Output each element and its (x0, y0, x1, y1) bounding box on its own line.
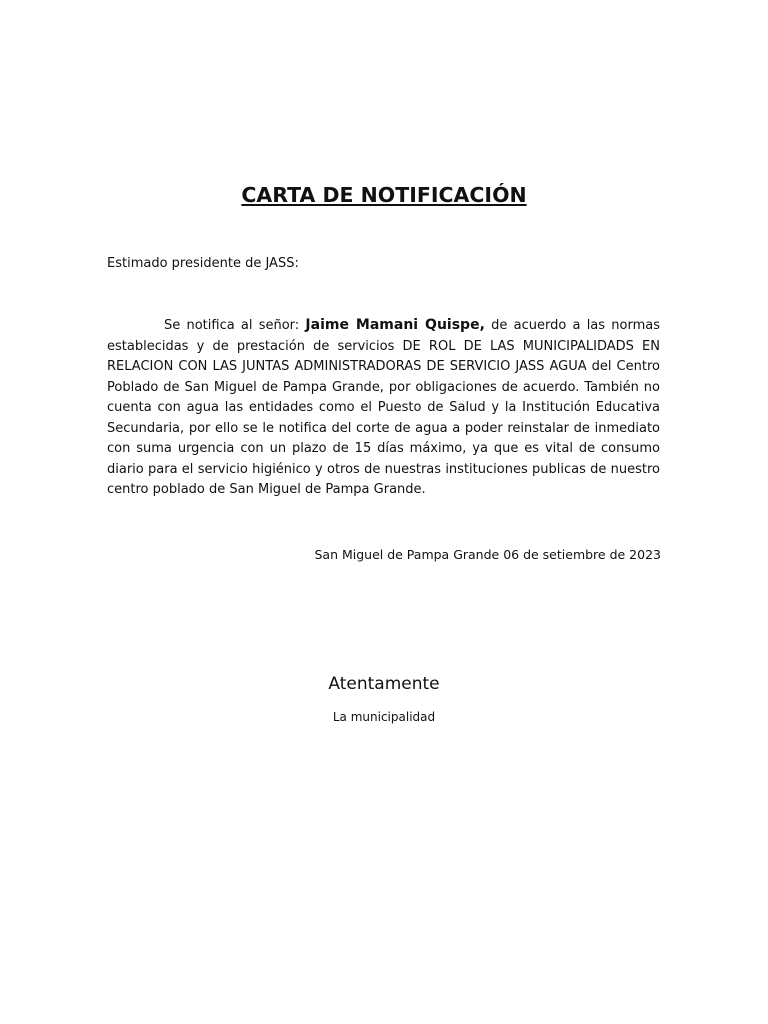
body-text: de acuerdo a las normas establecidas y de prestación de servicios DE ROL DE LAS MUNICIPALIDADS EN RELACION CON LAS JUNTAS ADMINISTRADORAS DE SERVICIO JASS AGUA del Centro Poblado de San Miguel de Pampa Grande, por obligaciones de acuerdo. También no cuenta con agua las entidades como el Puesto de Salud y la Institución Educativa Secundaria, por ello se le notifica del corte de agua a poder reinstalar de inmediato con suma urgencia con un plazo de 15 días máximo, ya que es vital de consumo diario para el servicio higiénico y otros de nuestras instituciones publicas de nuestro centro poblado de San Miguel de Pampa Grande. (107, 318, 660, 497)
signer-label: La municipalidad (332, 710, 436, 724)
notification-body (107, 315, 660, 501)
closing-salutation: Atentamente (328, 674, 440, 694)
place-date-line: San Miguel de Pampa Grande 06 de setiembre de 2023 (314, 547, 661, 562)
document-title: CARTA DE NOTIFICACIÓN (241, 183, 527, 207)
greeting-line: Estimado presidente de JASS: (107, 256, 299, 271)
recipient-name: Jaime Mamani Quispe, (305, 317, 485, 333)
body-intro: Se notifica al señor: (164, 318, 306, 333)
